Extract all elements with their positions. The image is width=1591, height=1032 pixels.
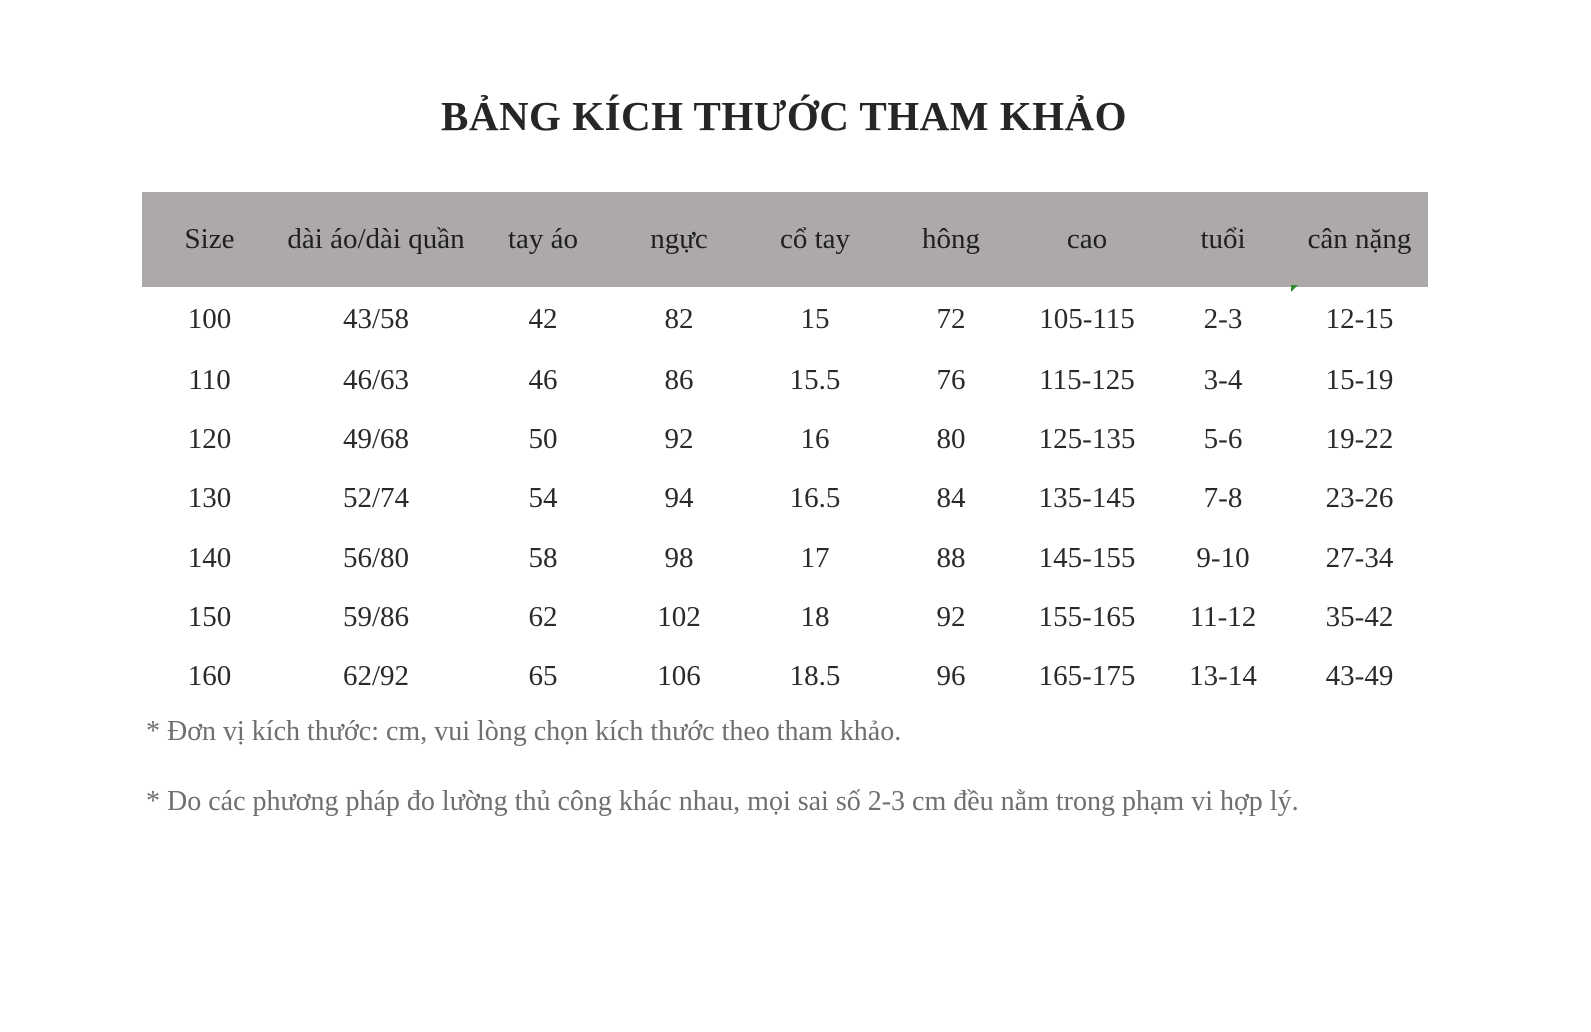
table-cell: 52/74 [342, 482, 410, 515]
table-cell: 102 [657, 600, 701, 633]
table-cell: 43/58 [342, 302, 410, 335]
table-cell: 86 [664, 364, 694, 397]
table-row [142, 410, 1428, 469]
table-cell: 15 [800, 302, 830, 335]
table-cell: 42 [528, 302, 558, 335]
table-header-row [142, 192, 1428, 287]
cell-corner-marker [1291, 285, 1298, 292]
table-cell: 11-12 [1189, 600, 1257, 633]
table-cell: 88 [936, 541, 966, 574]
table-cell: 110 [188, 364, 231, 397]
table-cell: 5-6 [1203, 423, 1243, 456]
table-cell: 150 [187, 600, 232, 633]
header-cell-weight: cân nặng [1307, 223, 1412, 255]
table-cell: 16 [800, 423, 830, 456]
table-cell: 160 [187, 660, 232, 693]
page-title: BẢNG KÍCH THƯỚC THAM KHẢO [440, 93, 1128, 139]
table-cell: 115-125 [1039, 364, 1135, 397]
table-cell: 98 [664, 541, 694, 574]
table-cell: 43-49 [1325, 660, 1394, 693]
table-cell: 23-26 [1325, 482, 1394, 515]
table-cell: 12-15 [1325, 302, 1394, 335]
table-cell: 27-34 [1325, 541, 1394, 574]
table-cell: 120 [187, 423, 232, 456]
header-cell-sleeve: tay áo [507, 223, 579, 255]
table-cell: 82 [664, 302, 694, 335]
table-cell: 80 [936, 423, 966, 456]
table-cell: 72 [936, 302, 966, 335]
table-cell: 49/68 [342, 423, 410, 456]
table-cell: 59/86 [342, 600, 410, 633]
table-cell: 96 [936, 660, 966, 693]
table-cell: 2-3 [1203, 302, 1243, 335]
table-cell: 100 [187, 302, 232, 335]
table-cell: 54 [528, 482, 558, 515]
table-cell: 145-155 [1038, 541, 1136, 574]
table-cell: 56/80 [342, 541, 410, 574]
table-cell: 15-19 [1325, 364, 1394, 397]
table-cell: 130 [187, 482, 232, 515]
table-cell: 3-4 [1203, 364, 1243, 397]
table-cell: 92 [936, 600, 966, 633]
table-row [142, 647, 1428, 706]
table-cell: 165-175 [1038, 660, 1136, 693]
header-cell-height: cao [1066, 223, 1108, 255]
table-cell: 62 [528, 600, 558, 633]
table-cell: 106 [657, 660, 701, 693]
table-cell: 46 [528, 364, 558, 397]
table-cell: 105-115 [1039, 302, 1135, 335]
header-cell-size: Size [184, 223, 235, 255]
table-cell: 65 [528, 660, 558, 693]
table-cell: 84 [936, 482, 966, 515]
table-row [142, 588, 1428, 647]
table-cell: 17 [800, 541, 830, 574]
table-body [142, 287, 1428, 706]
header-cell-wrist: cổ tay [779, 223, 851, 255]
table-row [142, 469, 1428, 528]
table-cell: 13-14 [1189, 660, 1257, 693]
table-cell: 16.5 [789, 482, 841, 515]
table-cell: 50 [528, 423, 558, 456]
table-cell: 19-22 [1325, 423, 1394, 456]
table-row [142, 529, 1428, 588]
table-cell: 125-135 [1038, 423, 1136, 456]
table-cell: 18 [800, 600, 830, 633]
table-row [142, 287, 1428, 351]
table-cell: 92 [664, 423, 694, 456]
table-cell: 35-42 [1325, 600, 1394, 633]
table-cell: 7-8 [1203, 482, 1243, 515]
table-cell: 46/63 [342, 364, 410, 397]
header-cell-age: tuổi [1200, 223, 1246, 255]
table-row [142, 351, 1428, 410]
table-cell: 135-145 [1038, 482, 1136, 515]
table-cell: 94 [664, 482, 694, 515]
header-cell-length: dài áo/dài quần [287, 223, 465, 255]
table-cell: 18.5 [789, 660, 841, 693]
table-cell: 155-165 [1038, 600, 1136, 633]
header-cell-hip: hông [922, 223, 980, 255]
unit-note: * Đơn vị kích thước: cm, vui lòng chọn kích thước theo tham khảo. [146, 716, 902, 747]
table-cell: 140 [187, 541, 232, 574]
table-cell: 9-10 [1196, 541, 1250, 574]
tolerance-note: * Do các phương pháp đo lường thủ công khác nhau, mọi sai số 2-3 cm đều nằm trong phạm vi hợp lý. [146, 786, 1299, 817]
table-cell: 58 [528, 541, 558, 574]
table-cell: 62/92 [342, 660, 410, 693]
size-chart-table [142, 192, 1428, 706]
table-cell: 76 [936, 364, 966, 397]
header-cell-chest: ngực [650, 223, 708, 255]
table-cell: 15.5 [789, 364, 841, 397]
